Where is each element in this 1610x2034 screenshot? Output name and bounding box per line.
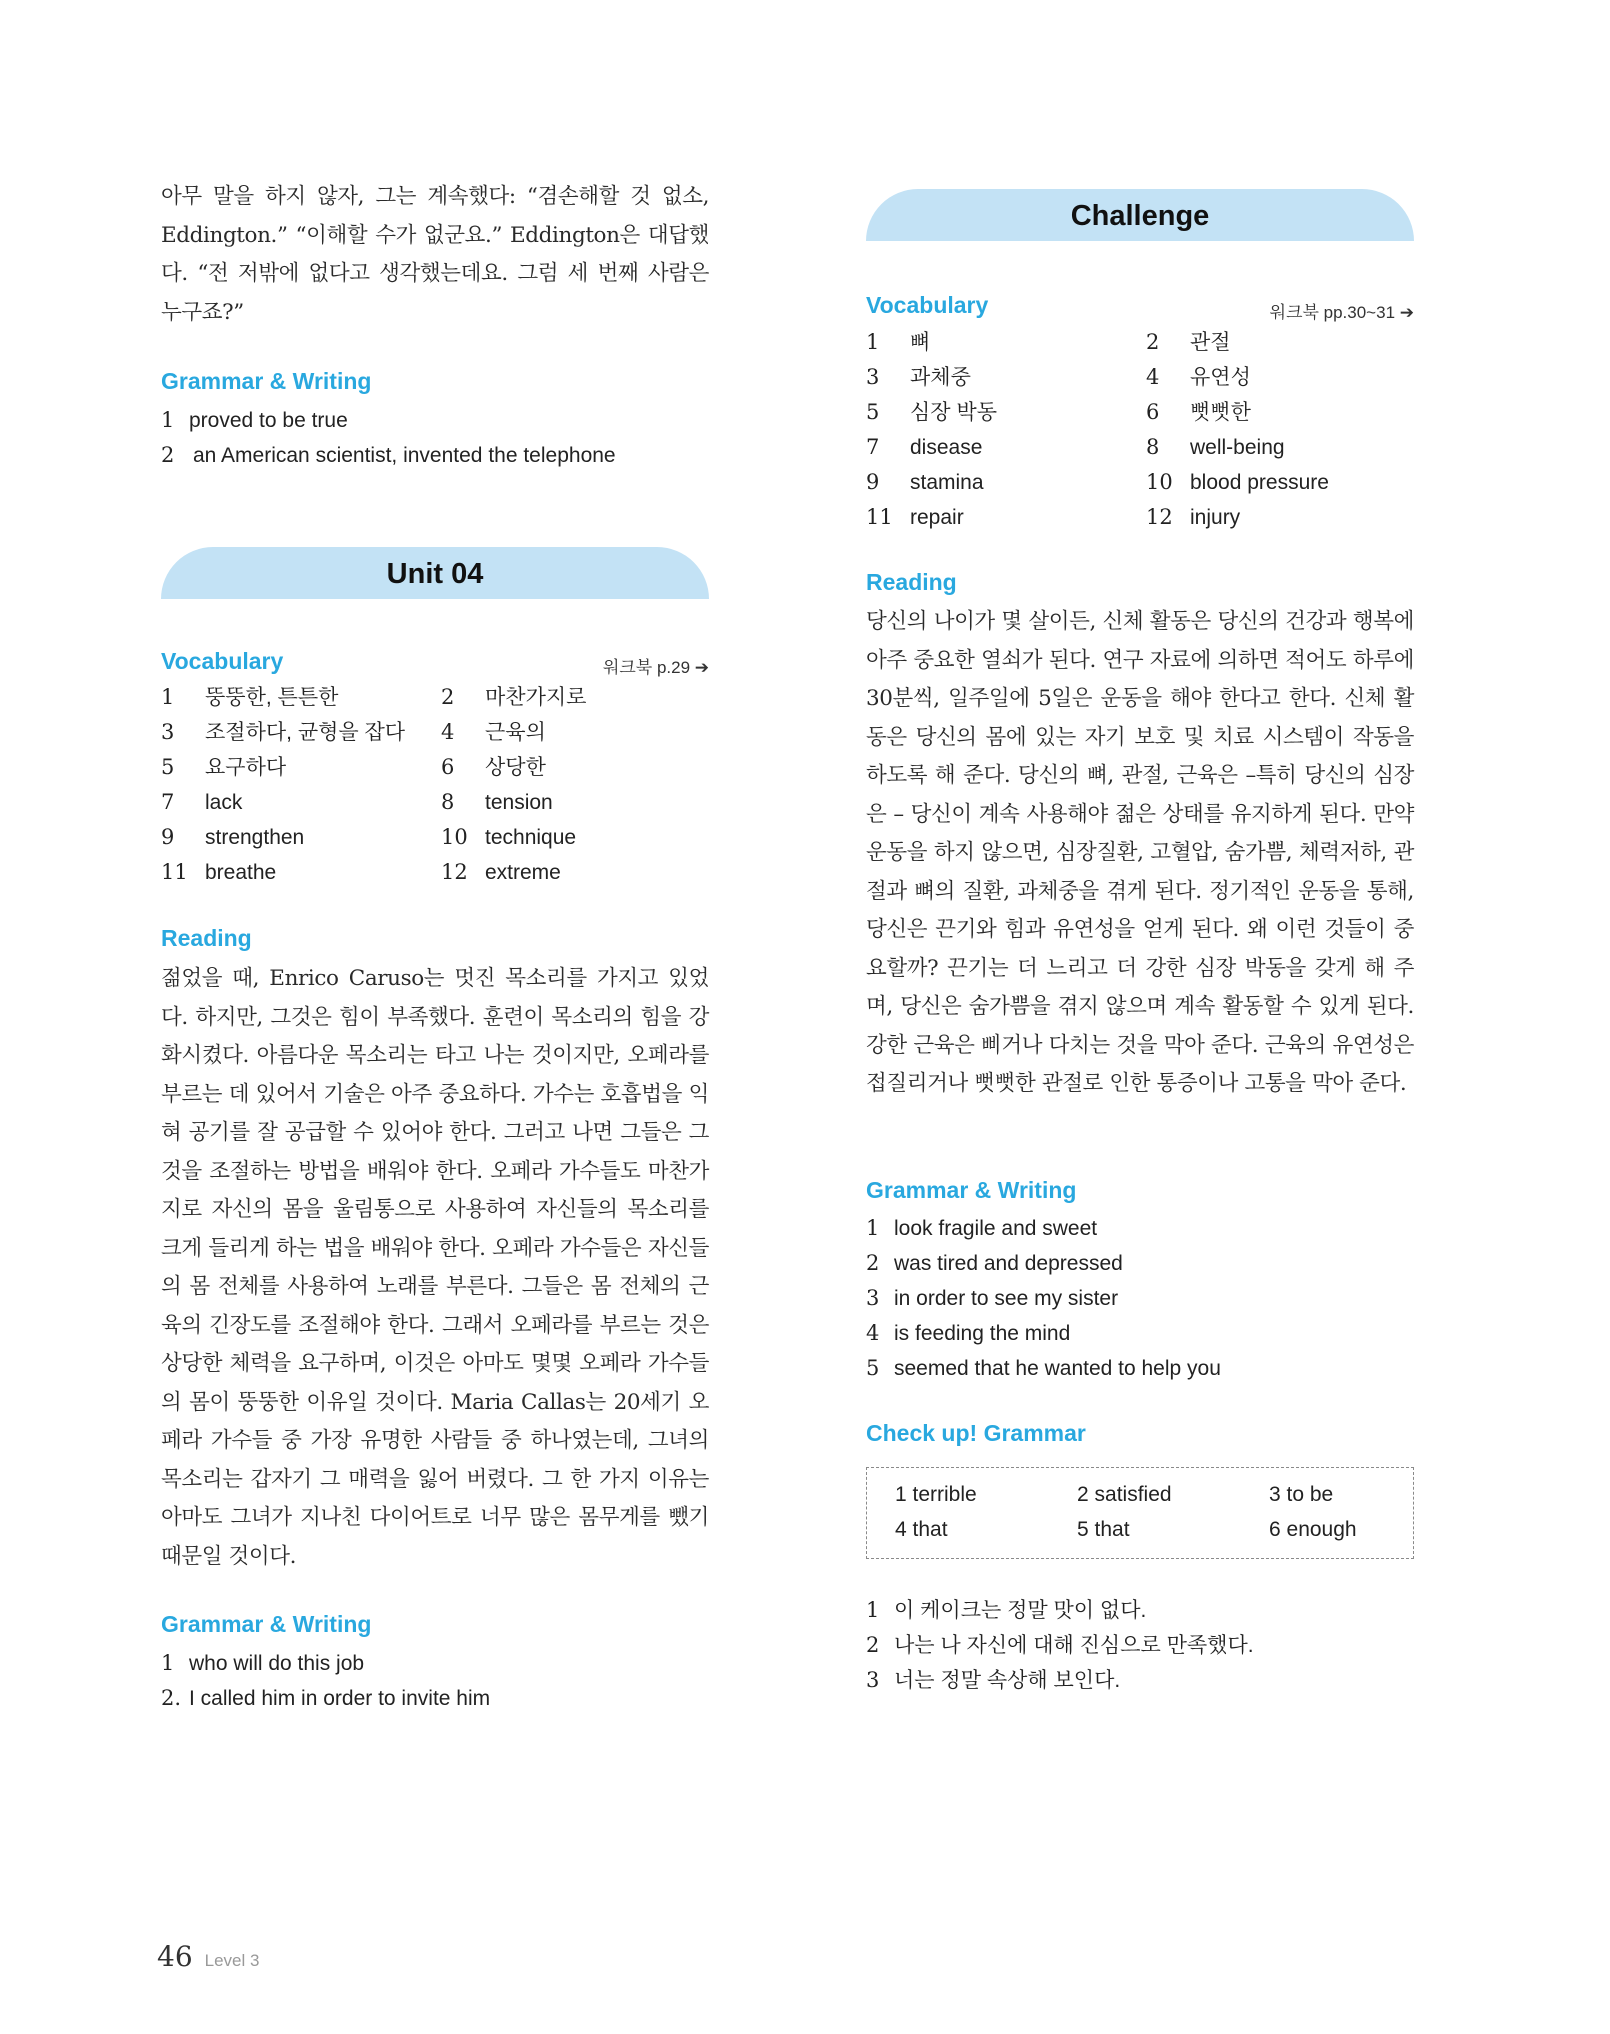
list-item: 1 이 케이크는 정말 맛이 없다. — [866, 1598, 1147, 1622]
answer-item: 1 terrible — [895, 1483, 977, 1506]
vocab-item: 5 심장 박동 — [866, 400, 997, 424]
grammar-writing-list — [161, 1646, 490, 1716]
level-label: Level 3 — [204, 1951, 260, 1970]
vocab-item: 7 disease — [866, 435, 983, 459]
vocab-item: 6 상당한 — [441, 755, 546, 779]
vocab-item: 6 뻣뻣한 — [1146, 400, 1251, 424]
answer-item: 4 that — [895, 1518, 948, 1541]
checkup-sentence-list — [866, 1593, 1254, 1698]
list-item: 4 is feeding the mind — [866, 1321, 1071, 1345]
intro-text: 아무 말을 하지 않자, 그는 계속했다: “겸손해할 것 없소, Eddington.” “이해할 수가 없군요.” Eddington은 대답했다. “전 저밖에 없다고 생각했는데요. 그럼 세 번째 사람은 누구죠?” — [161, 184, 709, 325]
vocabulary-heading: Vocabulary — [161, 648, 284, 674]
reading-text: 젊었을 때, Enrico Caruso는 멋진 목소리를 가지고 있었다. 하지만, 그것은 힘이 부족했다. 훈련이 목소리의 힘을 강화시켰다. 아름다운 목소리는 타고 나는 것이지만, 오페라를 부르는 데 있어서 기술은 아주 중요하다. 가수는 호흡법을 익혀 공기를 잘 공급할 수 있어야 한다. 그러고 나면 그들은 그것을 조절하는 방법을 배워야 한다. 오페라 가수들도 마찬가지로 자신의 몸을 울림통으로 사용하여 자신들의 목소리를 크게 들리게 하는 법을 배워야 한다. 오페라 가수들은 자신들의 몸 전체를 사용하여 노래를 부른다. 그들은 몸 전체의 근육의 긴장도를 조절해야 한다. 그래서 오페라를 부르는 것은 상당한 체력을 요구하며, 이것은 아마도 몇몇 오페라 가수들의 몸이 뚱뚱한 이유일 것이다. Maria Callas는 20세기 오페라 가수들 중 가장 유명한 사람들 중 하나였는데, 그녀의 목소리는 갑자기 그 매력을 잃어 버렸다. 그 한 가지 이유는 아마도 그녀가 지나친 다이어트로 너무 많은 몸무게를 뺐기 때문일 것이다. — [161, 966, 709, 1569]
challenge-banner: Challenge — [866, 189, 1414, 241]
reading-text: 당신의 나이가 몇 살이든, 신체 활동은 당신의 건강과 행복에 아주 중요한 열쇠가 된다. 연구 자료에 의하면 적어도 하루에 30분씩, 일주일에 5일은 운동을 해야 한다고 한다. 신체 활동은 당신의 몸에 있는 자기 보호 및 치료 시스템이 작동을 하도록 해 준다. 당신의 뼈, 관절, 근육은 –특히 당신의 심장은 – 당신이 계속 사용해야 젊은 상태를 유지하게 된다. 만약 운동을 하지 않으면, 심장질환, 고혈압, 숨가쁨, 체력저하, 관절과 뼈의 질환, 과체중을 겪게 된다. 정기적인 운동을 통해, 당신은 끈기와 힘과 유연성을 얻게 된다. 왜 이런 것들이 중요할까? 끈기는 더 느리고 더 강한 심장 박동을 갖게 해 주며, 당신은 숨가쁨을 겪지 않으며 계속 활동할 수 있게 된다. 강한 근육은 삐거나 다치는 것을 막아 준다. 근육의 유연성은 접질리거나 뻣뻣한 관절로 인한 통증이나 고통을 막아 준다. — [866, 609, 1414, 1096]
vocab-item: 8 tension — [441, 790, 553, 814]
reading-heading: Reading — [161, 925, 252, 951]
list-item: 2 나는 나 자신에 대해 진심으로 만족했다. — [866, 1633, 1254, 1657]
vocab-item: 1 뼈 — [866, 330, 931, 354]
page-number: 46 — [157, 1940, 193, 1973]
vocab-item: 9 strengthen — [161, 825, 305, 849]
answer-item: 2 satisfied — [1077, 1483, 1172, 1506]
grammar-writing-heading: Grammar & Writing — [161, 368, 372, 394]
answer-item: 3 to be — [1269, 1483, 1334, 1506]
list-item: 2 an American scientist, invented the telephone — [161, 443, 616, 467]
vocabulary-heading: Vocabulary — [866, 292, 989, 318]
vocab-item: 9 stamina — [866, 470, 984, 494]
list-item: 1 look fragile and sweet — [866, 1216, 1098, 1240]
reading-heading: Reading — [866, 569, 957, 595]
list-item: 1 who will do this job — [161, 1651, 365, 1675]
answer-item: 5 that — [1077, 1518, 1130, 1541]
unit-banner: Unit 04 — [161, 547, 709, 599]
list-item: 2. I called him in order to invite him — [161, 1686, 491, 1710]
workbook-reference: 워크북 p.29 ➔ — [602, 658, 709, 677]
list-item: 5 seemed that he wanted to help you — [866, 1356, 1221, 1380]
vocab-item: 12 injury — [1146, 505, 1241, 529]
vocab-item: 2 마찬가지로 — [441, 685, 587, 709]
vocab-item: 3 조절하다, 균형을 잡다 — [161, 720, 406, 744]
vocab-item: 4 근육의 — [441, 720, 546, 744]
grammar-writing-list — [161, 403, 616, 473]
workbook-reference: 워크북 pp.30~31 ➔ — [1269, 303, 1414, 322]
list-item: 2 was tired and depressed — [866, 1251, 1123, 1275]
vocab-item: 10 technique — [441, 825, 577, 849]
grammar-writing-heading: Grammar & Writing — [866, 1177, 1077, 1203]
list-item: 3 in order to see my sister — [866, 1286, 1119, 1310]
vocab-item: 4 유연성 — [1146, 365, 1251, 389]
grammar-writing-heading: Grammar & Writing — [161, 1611, 372, 1637]
vocab-item: 1 뚱뚱한, 튼튼한 — [161, 685, 339, 709]
checkup-answer-box — [866, 1467, 1414, 1559]
vocab-item: 3 과체중 — [866, 365, 971, 389]
vocab-item: 11 breathe — [161, 860, 277, 884]
vocab-item: 10 blood pressure — [1146, 470, 1329, 494]
vocab-item: 8 well-being — [1146, 435, 1285, 459]
answer-item: 6 enough — [1269, 1518, 1357, 1541]
checkup-grammar-heading: Check up! Grammar — [866, 1420, 1086, 1446]
page-footer — [157, 1940, 259, 1973]
vocab-item: 2 관절 — [1146, 330, 1231, 354]
list-item: 3 너는 정말 속상해 보인다. — [866, 1668, 1121, 1692]
vocab-item: 12 extreme — [441, 860, 561, 884]
grammar-writing-list — [866, 1211, 1221, 1386]
vocab-item: 7 lack — [161, 790, 243, 814]
vocab-item: 5 요구하다 — [161, 755, 287, 779]
vocab-item: 11 repair — [866, 505, 964, 529]
list-item: 1 proved to be true — [161, 408, 348, 432]
